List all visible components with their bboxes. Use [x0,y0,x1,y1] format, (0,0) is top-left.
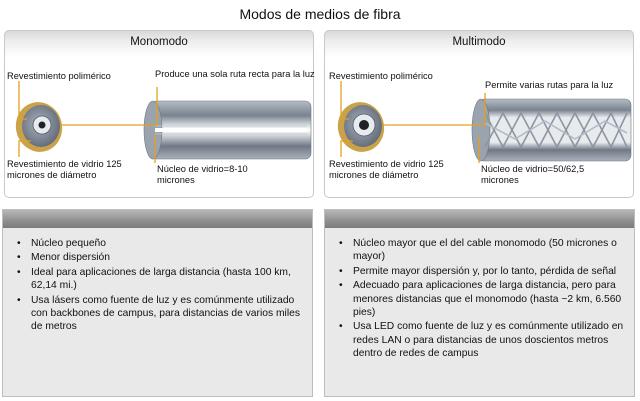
monomodo-characteristics-panel [2,209,313,397]
monomodo-fiber-illustration [5,31,315,199]
multimodo-cladding-label: Revestimiento de vidrio 125 micrones de diámetro [329,159,444,180]
monomodo-list-header [3,210,312,228]
multimodo-heading: Multimodo [452,36,506,48]
monomodo-path-description: Produce una sola ruta recta para la luz [155,69,315,79]
list-item: • Núcleo pequeño [17,238,106,249]
monomodo-bullet-list [3,228,312,334]
list-item: • Adecuado para aplicaciones de larga distancia, pero para menores distancias que el monomodo (hasta ~2 km, 6.560 pies) [339,280,622,319]
multimodo-bullet-list [325,228,634,361]
list-item: • Usa LED como fuente de luz y es comúnmente utilizado en redes LAN o para distancias de unos doscientos metros dentro de redes de campus [339,321,624,360]
multimodo-list-header [325,210,634,228]
multimodo-path-description: Permite varias rutas para la luz [485,80,614,90]
monomodo-core-label: Núcleo de vidrio=8-10 micrones [157,164,248,185]
multimodo-core-label: Núcleo de vidrio=50/62,5 micrones [481,164,585,185]
monomodo-heading: Monomodo [130,36,188,48]
multimodo-characteristics-panel [324,209,635,397]
monomodo-diagram-panel [4,30,314,198]
list-item: • Permite mayor dispersión y, por lo tanto, pérdida de señal [339,265,617,277]
multimodo-fiber-cylinder [479,99,631,161]
list-item: • Usa lásers como fuente de luz y es comúnmente utilizado con backbones de campus, para distancias de varios miles de metros [17,294,301,333]
monomodo-cladding-label: Revestimiento de vidrio 125 micrones de diámetro [7,159,122,180]
list-item: • Ideal para aplicaciones de larga distancia (hasta 100 km, 62,14 mi.) [17,266,291,292]
multimodo-coating-label: Revestimiento polimérico [329,71,433,81]
page-title: Modos de medios de fibra [239,6,401,22]
multimodo-diagram-panel [324,30,634,198]
list-item: • Núcleo mayor que el del cable monomodo (50 micrones o mayor) [339,238,617,263]
multimodo-fiber-illustration [325,31,635,199]
list-item: • Menor dispersión [17,252,110,264]
monomodo-light-path [155,128,307,132]
monomodo-coating-label: Revestimiento polimérico [7,71,111,81]
